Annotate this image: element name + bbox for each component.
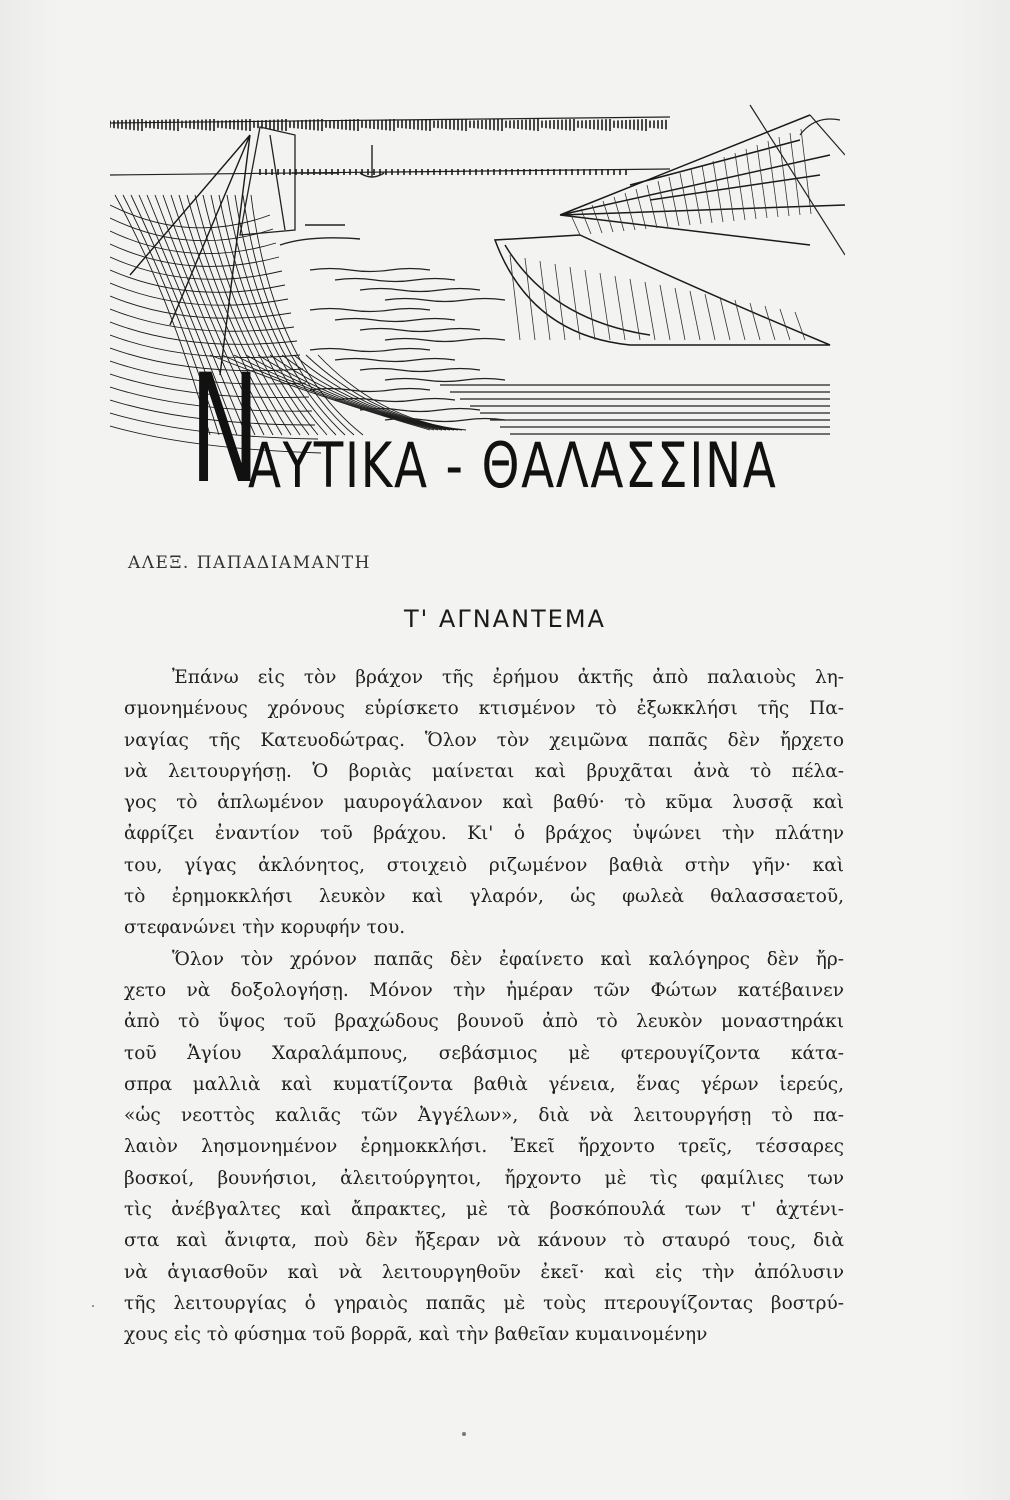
text-line: νὰ ἁγιασθοῦν καὶ νὰ λειτουργηθοῦν ἐκεῖ· καὶ εἰς τὴν ἀπόλυσιν [124, 1261, 844, 1283]
title-text: ΑΥΤΙΚΑ - ΘΑΛΑΣΣΙΝΑ [248, 429, 778, 502]
paragraph [124, 944, 844, 1351]
text-line: νὰ λειτουργήσῃ. Ὁ βοριὰς μαίνεται καὶ βρυχᾶται ἀνὰ τὸ πέλα- [124, 760, 844, 782]
text-line: ἀφρίζει ἐναντίον τοῦ βράχου. Κι' ὁ βράχος ὑψώνει τὴν πλάτην [124, 823, 844, 845]
text-line: σμονημένους χρόνους εὑρίσκετο κτισμένον τὸ ἐξωκκλήσι τῆς Πα- [124, 698, 844, 720]
text-line: «ὡς νεοττὸς καλιᾶς τῶν Ἀγγέλων», διὰ νὰ λειτουργήσῃ τὸ πα- [124, 1105, 844, 1127]
text-line: χετο νὰ δοξολογήσῃ. Μόνον τὴν ἡμέραν τῶν Φώτων κατέβαινεν [124, 979, 844, 1001]
rigging-ropes [750, 105, 845, 255]
print-speck [462, 1432, 466, 1436]
print-speck [92, 1305, 94, 1307]
text-line: του, γίγας ἀκλόνητος, στοιχειὸ ριζωμένον βαθιὰ στὴν γῆν· καὶ [124, 854, 844, 876]
left-sailboat [240, 127, 295, 235]
section-title: Τ' ΑΓΝΑΝΤΕΜΑ [404, 605, 606, 633]
text-line: τῆς λειτουργίας ὁ γηραιὸς παπᾶς μὲ τοὺς πτερουγίζοντας βοστρύ- [124, 1292, 844, 1314]
text-line: στεφανώνει τὴν κορυφήν του. [124, 917, 406, 939]
text-line: γος τὸ ἁπλωμένον μαυρογάλανον καὶ βαθύ· τὸ κῦμα λυσσᾷ καὶ [124, 792, 844, 814]
text-line: ναγίας τῆς Κατευοδώτρας. Ὅλον τὸν χειμῶνα παπᾶς δὲν ἤρχετο [124, 729, 844, 751]
text-line: τὶς ἀνέβγαλτες καὶ ἄπρακτες, μὲ τὰ βοσκόπουλά των τ' ἀχτένι- [124, 1199, 844, 1221]
text-line: τοῦ Ἁγίου Χαραλάμπους, σεβάσμιος μὲ φτερουγίζοντα κάτα- [124, 1042, 844, 1064]
text-line: ἀπὸ τὸ ὕψος τοῦ βραχώδους βουνοῦ ἀπὸ τὸ λευκὸν μοναστηράκι [124, 1011, 844, 1033]
paragraph [124, 662, 844, 944]
text-line: σπρα μαλλιὰ καὶ κυματίζοντα βαθιὰ γένεια, ἕνας γέρων ἱερεύς, [124, 1073, 844, 1095]
text-line: βοσκοί, βουνήσιοι, ἀλειτούργητοι, ἤρχοντο μὲ τὶς φαμίλιες των [124, 1167, 844, 1189]
right-sailboat [495, 115, 845, 345]
article-body [124, 662, 844, 1351]
sail-hatching [510, 129, 811, 340]
text-line: λαιὸν λησμονημένον ἐρημοκκλήσι. Ἐκεῖ ἤρχοντο τρεῖς, τέσσαρες [124, 1136, 844, 1158]
text-line: Ὅλον τὸν χρόνον παπᾶς δὲν ἐφαίνετο καὶ καλόγηρος δὲν ἤρ- [172, 948, 844, 970]
text-line: στα καὶ ἄνιφτα, ποὺ δὲν ἤξεραν νὰ κάνουν τὸ σταυρό τους, διὰ [124, 1230, 844, 1252]
main-title [190, 343, 790, 517]
author-name: ΑΛΕΞ. ΠΑΠΑΔΙΑΜΑΝΤΗ [128, 553, 371, 573]
title-initial-letter: N [190, 343, 260, 517]
text-line: τὸ ἐρημοκκλήσι λευκὸν καὶ γλαρόν, ὡς φωλεὰ θαλασσαετοῦ, [124, 886, 844, 908]
text-line: Ἐπάνω εἰς τὸν βράχον τῆς ἐρήμου ἀκτῆς ἀπὸ παλαιοὺς λη- [172, 667, 844, 688]
text-line: χους εἰς τὸ φύσημα τοῦ βορρᾶ, καὶ τὴν βαθεῖαν κυμαινομένην [124, 1324, 708, 1346]
